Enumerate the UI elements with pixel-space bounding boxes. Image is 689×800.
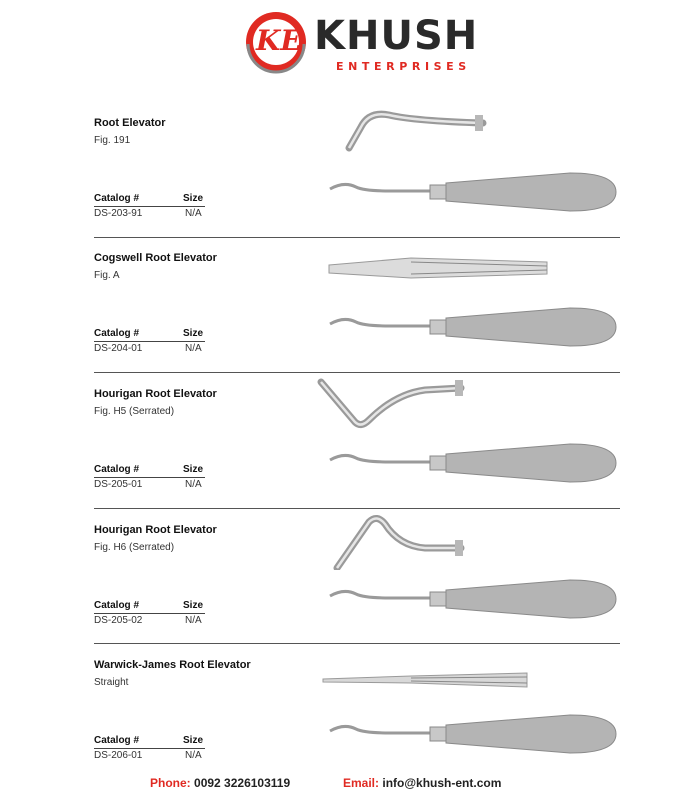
header-rule [94, 477, 205, 478]
size-value: N/A [185, 343, 202, 354]
size-header: Size [183, 735, 204, 746]
header-rule [94, 613, 205, 614]
size-header: Size [183, 600, 204, 611]
product-name: Root Elevator [94, 117, 166, 129]
phone-number: 0092 3226103119 [194, 776, 291, 790]
catalog-number: DS-204-01 [94, 343, 143, 354]
hooked-tip-icon [315, 512, 555, 570]
size-header: Size [183, 193, 204, 204]
product-figure: Straight [94, 677, 129, 688]
product-entry [0, 388, 689, 524]
catalog-number: DS-205-01 [94, 479, 143, 490]
email-link[interactable]: info@khush-ent.com [382, 776, 502, 790]
footer-phone [150, 776, 290, 790]
header-rule [94, 341, 205, 342]
catalog-number: DS-203-91 [94, 208, 143, 219]
instrument-handle-icon [320, 161, 620, 223]
product-figure: Fig. H5 (Serrated) [94, 406, 175, 417]
instrument-handle-icon [320, 296, 620, 358]
catalog-header: Catalog # [94, 193, 140, 204]
angled-elevator-tip-icon [315, 105, 555, 163]
size-value: N/A [185, 479, 202, 490]
size-value: N/A [185, 750, 202, 761]
size-header: Size [183, 464, 204, 475]
size-value: N/A [185, 615, 202, 626]
instrument-handle-icon [320, 703, 620, 765]
product-name: Hourigan Root Elevator [94, 388, 217, 400]
product-name: Hourigan Root Elevator [94, 524, 217, 536]
catalog-number: DS-206-01 [94, 750, 143, 761]
product-name: Warwick-James Root Elevator [94, 659, 251, 671]
catalog-number: DS-205-02 [94, 615, 143, 626]
email-label: Email: [343, 776, 380, 790]
section-divider [94, 372, 620, 373]
section-divider [94, 508, 620, 509]
header-rule [94, 748, 205, 749]
product-entry [0, 117, 689, 253]
phone-label: Phone: [150, 776, 191, 790]
product-entry [0, 659, 689, 795]
instrument-handle-icon [320, 432, 620, 494]
catalog-header: Catalog # [94, 328, 140, 339]
logo-initials: KE [256, 24, 302, 57]
brand-logo [244, 10, 479, 80]
product-entry [0, 524, 689, 660]
brand-subtitle: ENTERPRISES [336, 60, 471, 73]
product-entry [0, 252, 689, 388]
size-value: N/A [185, 208, 202, 219]
section-divider [94, 643, 620, 644]
product-name: Cogswell Root Elevator [94, 252, 217, 264]
catalog-header: Catalog # [94, 464, 140, 475]
footer-email [343, 776, 501, 790]
product-figure: Fig. H6 (Serrated) [94, 542, 175, 553]
catalog-header: Catalog # [94, 735, 140, 746]
section-divider [94, 237, 620, 238]
hooked-tip-icon [315, 376, 555, 434]
product-figure: Fig. 191 [94, 135, 131, 146]
header-rule [94, 206, 205, 207]
instrument-handle-icon [320, 568, 620, 630]
brand-name: KHUSH [314, 13, 479, 59]
size-header: Size [183, 328, 204, 339]
flat-blade-tip-icon [315, 240, 555, 298]
straight-tip-icon [315, 647, 555, 705]
catalog-header: Catalog # [94, 600, 140, 611]
product-figure: Fig. A [94, 270, 120, 281]
